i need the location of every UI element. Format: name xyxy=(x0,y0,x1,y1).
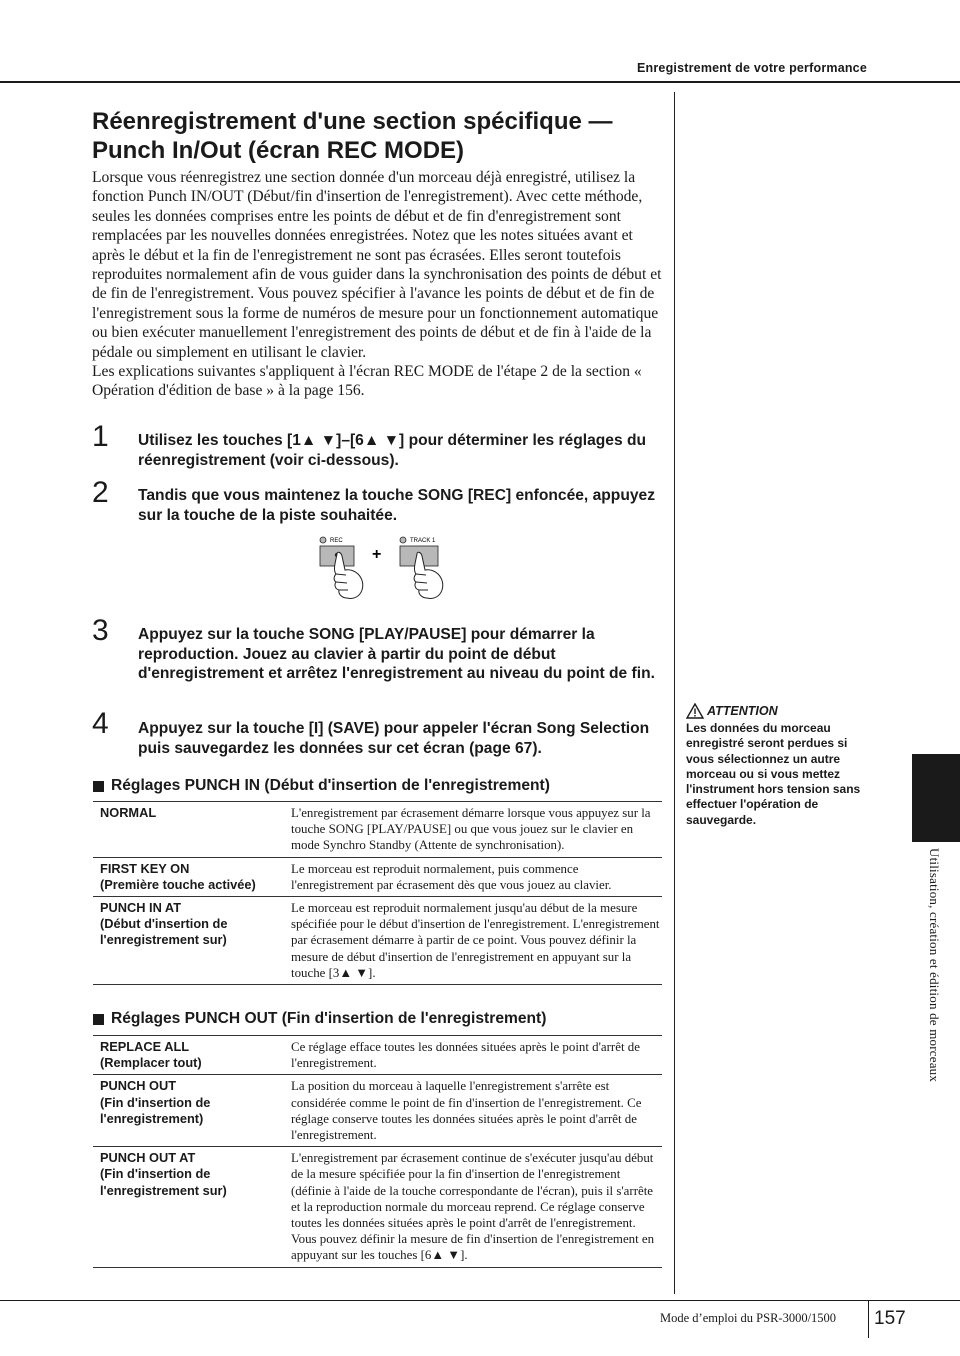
page-title: Réenregistrement d'une section spécifique — Punch In/Out (écran REC MODE) xyxy=(92,108,613,164)
intro-paragraph: Les explications suivantes s'appliquent à l'écran REC MODE de l'étape 2 de la section « Opération d'édition de base » à la page 156. xyxy=(92,363,642,400)
intro-paragraph: Lorsque vous réenregistrez une section donnée d'un morceau déjà enregistré, utilisez la fonction Punch IN/OUT (Début/fin d'insertion de l'enregistrement). Avec cette méthode, seules les données comprises entre les points de début et de fin d'enregistrement sont remplacées par les nouvelles données enregistrées. Notez que les notes situées avant et après le début et la fin de l'enregistrement ne sont pas écrasées. Elles seront toutefois reproduites normalement afin de vous guider dans la synchronisation des points de début et de fin de l'enregistrement. Vous pouvez spécifier à l'avance les points de début et de fin de l'enregistrement sous la forme de numéros de mesure pour un fonctionnement automatique ou bien exécuter manuellement l'enregistrement des points de début et de fin à l'aide de la pédale ou simplement en utilisant le clavier. xyxy=(92,169,662,361)
punch-in-heading-text: Réglages PUNCH IN (Début d'insertion de l'enregistrement) xyxy=(111,777,550,794)
setting-description: L'enregistrement par écrasement continue de s'exécuter jusqu'au début de la mesure spécifiée pour la fin d'insertion de l'enregistrement (définie à l'aide de la touche correspondante de l'écran), puis il s'arrête et la reproduction normale du morceau reprend. Ce réglage conserve toutes les données situées après le point d'arrêt de l'enregistrement. Vous pouvez définir la mesure de fin d'insertion de l'enregistrement en appuyant sur les touches [6▲ ▼]. xyxy=(285,1147,662,1267)
punch-out-heading-text: Réglages PUNCH OUT (Fin d'insertion de l'enregistrement) xyxy=(111,1010,547,1027)
rec-track-illustration xyxy=(300,528,450,608)
setting-description: La position du morceau à laquelle l'enregistrement s'arrête est considérée comme le point de fin d'insertion de l'enregistrement. Ce réglage conserve toutes les données situées après le point d'arrêt de l'enregistrement. xyxy=(285,1075,662,1147)
footer-rule xyxy=(0,1300,960,1301)
step-text: Appuyez sur la touche [I] (SAVE) pour appeler l'écran Song Selection puis sauvegardez les données sur cet écran (page 67). xyxy=(138,720,650,757)
setting-term: PUNCH IN AT (Début d'insertion de l'enregistrement sur) xyxy=(100,900,228,948)
column-divider xyxy=(674,92,675,1294)
warning-icon xyxy=(686,703,704,719)
setting-term: NORMAL xyxy=(100,805,157,820)
setting-term: PUNCH OUT AT (Fin d'insertion de l'enregistrement sur) xyxy=(100,1150,227,1198)
step-number: 1 xyxy=(92,420,109,453)
plus-sign: + xyxy=(372,546,382,563)
page-number: 157 xyxy=(874,1308,906,1329)
running-header: Enregistrement de votre performance xyxy=(637,61,867,75)
setting-description: Le morceau est reproduit normalement jusqu'au début de la mesure spécifiée pour le début d'insertion de l'enregistrement. L'enregistrement par écrasement démarre à partir de ce point. Vous pouvez définir la mesure de début d'insertion de l'enregistrement en appuyant sur la touche [3▲ ▼]. xyxy=(285,897,662,985)
footer-manual-title: Mode d’emploi du PSR-3000/1500 xyxy=(660,1311,837,1325)
punch-in-heading xyxy=(93,777,550,795)
step-number: 3 xyxy=(92,614,109,647)
step-text: Appuyez sur la touche SONG [PLAY/PAUSE] pour démarrer la reproduction. Jouez au clavier à partir du point de début d'enregistrement et arrêtez l'enregistrement au niveau du point de fin. xyxy=(138,626,655,682)
track-led-icon xyxy=(400,537,406,543)
setting-description: Ce réglage efface toutes les données situées après le point d'arrêt de l'enregistrement. xyxy=(285,1036,662,1075)
attention-text: Les données du morceau enregistré seront perdues si vous sélectionnez un autre morceau ou si vous mettez l'instrument hors tension sans effectuer l'opération de sauvegarde. xyxy=(686,721,861,827)
square-bullet-icon xyxy=(93,1014,104,1025)
punch-out-table xyxy=(93,1035,662,1268)
rec-led-icon xyxy=(320,537,326,543)
step-number: 4 xyxy=(92,707,109,740)
footer-divider xyxy=(868,1300,869,1338)
setting-term: PUNCH OUT (Fin d'insertion de l'enregistrement) xyxy=(100,1078,211,1126)
chapter-tab xyxy=(912,754,960,842)
punch-in-table xyxy=(93,801,662,985)
table-row xyxy=(93,897,662,985)
attention-title: ATTENTION xyxy=(686,703,871,719)
rec-label: REC xyxy=(330,538,343,544)
setting-term: REPLACE ALL (Remplacer tout) xyxy=(100,1039,202,1071)
attention-note xyxy=(686,703,871,828)
header-rule xyxy=(0,81,960,83)
table-row xyxy=(93,802,662,858)
step-number: 2 xyxy=(92,476,109,509)
square-bullet-icon xyxy=(93,781,104,792)
step-text: Tandis que vous maintenez la touche SONG [REC] enfoncée, appuyez sur la touche de la piste souhaitée. xyxy=(138,487,655,524)
chapter-title-vertical: Utilisation, création et édition de morceaux xyxy=(927,848,942,1083)
step-text: Utilisez les touches [1▲ ▼]–[6▲ ▼] pour déterminer les réglages du réenregistrement (voir ci-dessous). xyxy=(138,432,647,469)
setting-description: L'enregistrement par écrasement démarre lorsque vous appuyez sur la touche SONG [PLAY/PAUSE] ou que vous jouez sur le clavier en mode Synchro Standby (Attente de synchronisation). xyxy=(285,802,662,858)
table-row xyxy=(93,1036,662,1075)
table-row xyxy=(93,857,662,896)
track-label: TRACK 1 xyxy=(410,538,436,544)
intro-text xyxy=(92,168,667,401)
punch-out-heading xyxy=(93,1010,546,1028)
setting-description: Le morceau est reproduit normalement, puis commence l'enregistrement par écrasement dès que vous jouez au clavier. xyxy=(285,857,662,896)
table-row xyxy=(93,1075,662,1147)
setting-term: FIRST KEY ON (Première touche activée) xyxy=(100,860,256,892)
table-row xyxy=(93,1147,662,1267)
